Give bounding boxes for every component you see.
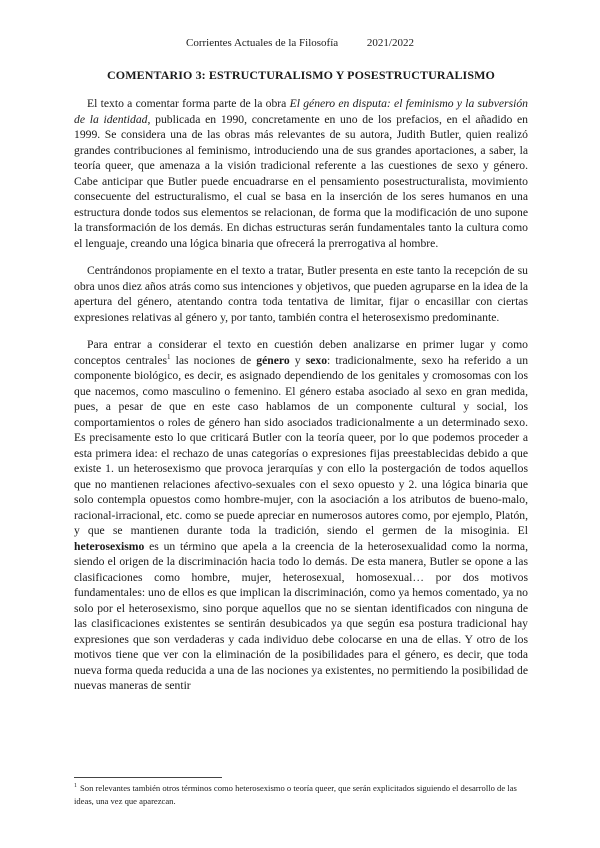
document-body xyxy=(74,96,528,694)
paragraph-3 xyxy=(74,337,528,694)
footnote xyxy=(74,782,528,808)
paragraph-1 xyxy=(74,96,528,251)
header-course: Corrientes Actuales de la Filosofía xyxy=(186,37,339,49)
p3-text-d: : tradicionalmente, sexo ha referido a un componente biológico, es decir, es asignado dependiendo de los genitales y cromosomas con los que nacemos, como masculino o femenino. El género estaba asociado al sexo en gran medida, pues, a pesar de que en este caso hablamos de un componente cultural y social, los comportamientos o roles de género han sido asociados tradicionalmente a un determinado sexo. Es precisamente esto lo que criticará Butler con la teoría queer, por lo que podemos proceder a esta primera idea: el rechazo de unas categorías o expresiones fijas preestablecidas debido a que existe 1. un heterosexismo que provoca jerarquías y con ello la postergación de todos aquellos que no mantienen relaciones afectivo-sexuales con el sexo opuesto y 2. una lógica binaria que solo contempla opuestos como hombre-mujer, con la asociación a los atributos de bueno-malo, racional-irracional, etc. como se puede apreciar en numerosos autores como, por ejemplo, Platón, y que se mantienen durante toda la tradición, siendo el germen de la misoginia. El xyxy=(74,353,529,538)
document-title: COMENTARIO 3: ESTRUCTURALISMO Y POSESTRUCTURALISMO xyxy=(107,68,495,82)
p1-book-title: El género en disputa: el feminismo y la subversión de la identidad xyxy=(74,97,528,126)
p3-text-a: Para entrar a considerar el texto en cuestión deben analizarse en primer lugar y como conceptos centrales xyxy=(74,338,528,367)
p1-text-a: El texto a comentar forma parte de la obra xyxy=(87,97,290,110)
p3-text-c: y xyxy=(289,353,306,367)
footnote-reference[interactable]: 1 xyxy=(167,353,171,361)
footnote-mark: 1 xyxy=(74,783,77,790)
page-header xyxy=(0,37,600,49)
header-year: 2021/2022 xyxy=(366,37,414,49)
footnote-divider xyxy=(74,777,222,778)
term-heterosexismo: heterosexismo xyxy=(74,539,145,553)
footnote-text: Son relevantes también otros términos como heterosexismo o teoría queer, que serán explicitados siguiendo el desarrollo de las ideas, una vez que aparezcan. xyxy=(74,783,517,806)
term-genero: género xyxy=(256,353,290,367)
p3-text-e: es un término que apela a la creencia de la heterosexualidad como la norma, siendo el origen de la discriminación hacia todo lo demás. De esta manera, Butler se opone a las clasificaciones como hombre, mujer, heterosexual, homosexual… por dos motivos fundamentales: uno de ellos es que implican la discriminación, como ya hemos comentado, ya no solo por el heterosexismo, sino porque aquellos que no se sientan identificados con ninguna de las clasificaciones existentes se sentirán desubicados ya que según esa postura tradicional hay expresiones que son verdaderas y cada individuo debe colocarse en una de ellas. Y otro de los motivos tiene que ver con la eliminación de la posibilidades para el género, es decir, que toda nueva forma queda reducida a una de las nociones ya existentes, no permitiendo la posibilidad de nuevas maneras de sentir xyxy=(74,539,528,693)
p3-text-b: las nociones de xyxy=(170,353,257,367)
term-sexo: sexo xyxy=(305,353,328,367)
p1-text-b: , publicada en 1990, concretamente en uno de los prefacios, en el añadido en 1999. Se considera una de las obras más relevantes de su autora, Judith Butler, quien realizó grandes contribuciones al feminismo, introduciendo una de sus grandes aportaciones, a saber, la teoría queer, que amenaza a la visión tradicional referente a las cuestiones de sexo y género. Cabe anticipar que Butler puede encuadrarse en el pensamiento posestructuralista, movimiento consecuente del estructuralismo, el cual se basa en la inserción de los seres humanos en una estructura donde todos sus elementos se relacionan, de forma que la modificación de uno supone la transformación de los demás. En dichas estructuras serán fundamentales tanto la cultura como el lenguaje, creando una lógica binaria que ofrecerá la prerrogativa al hombre. xyxy=(74,112,528,250)
paragraph-2: Centrándonos propiamente en el texto a tratar, Butler presenta en este tanto la recepción de su obra unos diez años atrás como sus intenciones y objetivos, que pueden agruparse en la idea de la apertura del género, atentando contra toda tentativa de limitar, fijar o encasillar con ciertas expresiones relativas al género y, por tanto, también contra el heterosexismo predominante. xyxy=(74,264,528,324)
